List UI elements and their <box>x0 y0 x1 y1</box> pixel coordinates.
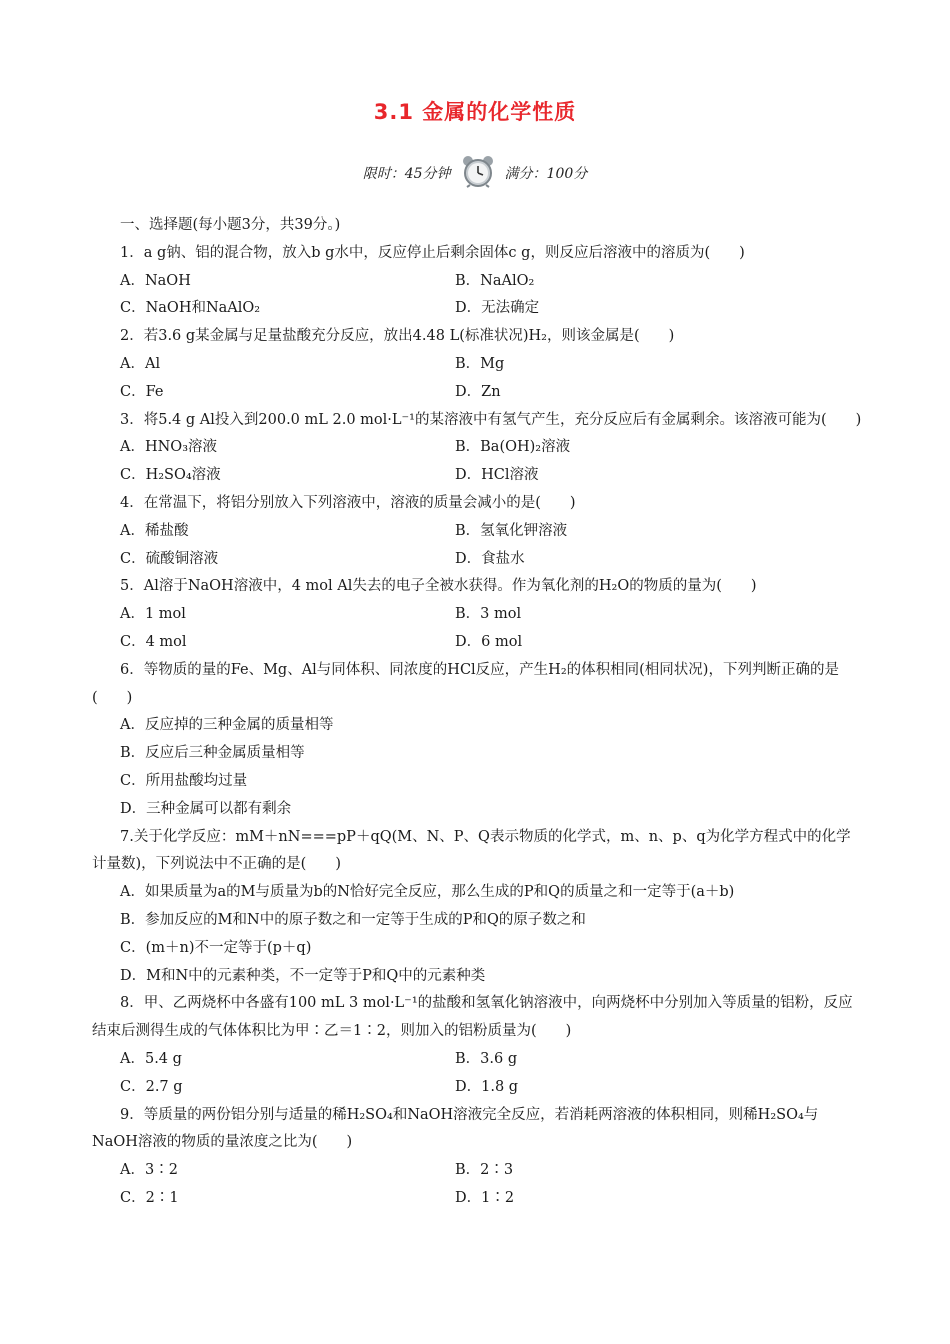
option: B．Ba(OH)₂溶液 <box>455 439 571 456</box>
option: A．5.4 g <box>120 1050 182 1067</box>
page-title: 3.1 金属的化学性质 <box>373 100 577 124</box>
option: B．参加反应的M和N中的原子数之和一定等于生成的P和Q的原子数之和 <box>120 911 586 928</box>
option: A．1 mol <box>120 606 186 623</box>
question-stem: 7.关于化学反应：mM＋nN===pP＋qQ(M、N、P、Q表示物质的化学式，m、n、p、q为化学方程式中的化学计量数)，下列说法中不正确的是( ) <box>92 828 851 873</box>
question-stem: 1．a g钠、铝的混合物，放入b g水中，反应停止后剩余固体c g，则反应后溶液中的溶质为( ) <box>120 244 745 261</box>
option-grid <box>92 268 862 324</box>
time-limit: 限时：45分钟 <box>362 166 451 182</box>
question-stem: 9．等质量的两份铝分别与适量的稀H₂SO₄和NaOH溶液完全反应，若消耗两溶液的体积相同，则稀H₂SO₄与NaOH溶液的物质的量浓度之比为( ) <box>92 1106 819 1151</box>
option: C．NaOH和NaAlO₂ <box>120 300 261 317</box>
option: D．1∶2 <box>455 1189 515 1206</box>
option: D．HCl溶液 <box>455 467 539 484</box>
option: C．Fe <box>120 383 164 400</box>
option-grid <box>92 1157 862 1213</box>
option: A．3∶2 <box>120 1162 178 1179</box>
option: D．食盐水 <box>455 550 525 567</box>
option: D．无法确定 <box>455 300 540 317</box>
full-score: 满分：100分 <box>504 166 588 182</box>
option: B．3 mol <box>455 606 522 623</box>
option: B．氢氧化钾溶液 <box>455 522 568 539</box>
option: D．1.8 g <box>455 1078 519 1095</box>
option: C．2.7 g <box>120 1078 183 1095</box>
option: C．(m＋n)不一定等于(p＋q) <box>120 939 312 956</box>
section-heading: 一、选择题(每小题3分，共39分。) <box>120 217 341 233</box>
option: C．4 mol <box>120 633 187 650</box>
option: D．M和N中的元素种类，不一定等于P和Q中的元素种类 <box>120 967 486 984</box>
option-list <box>92 712 862 823</box>
option: D．三种金属可以都有剩余 <box>120 800 292 817</box>
question-list <box>92 212 862 1213</box>
option-grid <box>92 351 862 407</box>
question-stem: 5．Al溶于NaOH溶液中，4 mol Al失去的电子全被水获得。作为氧化剂的H₂O的物质的量为( ) <box>120 578 757 595</box>
option-grid <box>92 518 862 574</box>
option: D．Zn <box>455 383 501 400</box>
option: A．NaOH <box>120 272 191 289</box>
option: B．3.6 g <box>455 1050 518 1067</box>
option: C．硫酸铜溶液 <box>120 550 219 567</box>
option-list <box>92 879 862 990</box>
option: A．稀盐酸 <box>120 522 189 539</box>
option: B．反应后三种金属质量相等 <box>120 745 305 762</box>
option-grid <box>92 434 862 490</box>
question-stem: 2．若3.6 g某金属与足量盐酸充分反应，放出4.48 L(标准状况)H₂，则该金属是( ) <box>120 328 675 345</box>
option: A．HNO₃溶液 <box>120 439 218 456</box>
exam-meta <box>0 154 950 192</box>
option: A．反应掉的三种金属的质量相等 <box>120 717 334 734</box>
question-stem: 6．等物质的量的Fe、Mg、Al与同体积、同浓度的HCl反应，产生H₂的体积相同(相同状况)，下列判断正确的是( ) <box>92 661 839 706</box>
option: B．2∶3 <box>455 1162 514 1179</box>
option: C．所用盐酸均过量 <box>120 772 248 789</box>
option: A．如果质量为a的M与质量为b的N恰好完全反应，那么生成的P和Q的质量之和一定等于(a＋b) <box>120 884 735 901</box>
option-grid <box>92 1046 862 1102</box>
option: C．2∶1 <box>120 1189 179 1206</box>
question-stem: 3．将5.4 g Al投入到200.0 mL 2.0 mol·L⁻¹的某溶液中有氢气产生，充分反应后有金属剩余。该溶液可能为( ) <box>120 411 862 428</box>
option: D．6 mol <box>455 633 523 650</box>
option: A．Al <box>120 355 161 372</box>
option: C．H₂SO₄溶液 <box>120 467 221 484</box>
option: B．NaAlO₂ <box>455 272 535 289</box>
alarm-clock-icon <box>461 154 495 192</box>
option: B．Mg <box>455 355 505 372</box>
option-grid <box>92 601 862 657</box>
question-stem: 8．甲、乙两烧杯中各盛有100 mL 3 mol·L⁻¹的盐酸和氢氧化钠溶液中，向两烧杯中分别加入等质量的铝粉，反应结束后测得生成的气体体积比为甲∶乙＝1∶2，则加入的铝粉质量为( ) <box>92 995 853 1040</box>
question-stem: 4．在常温下，将铝分别放入下列溶液中，溶液的质量会减小的是( ) <box>120 494 576 511</box>
